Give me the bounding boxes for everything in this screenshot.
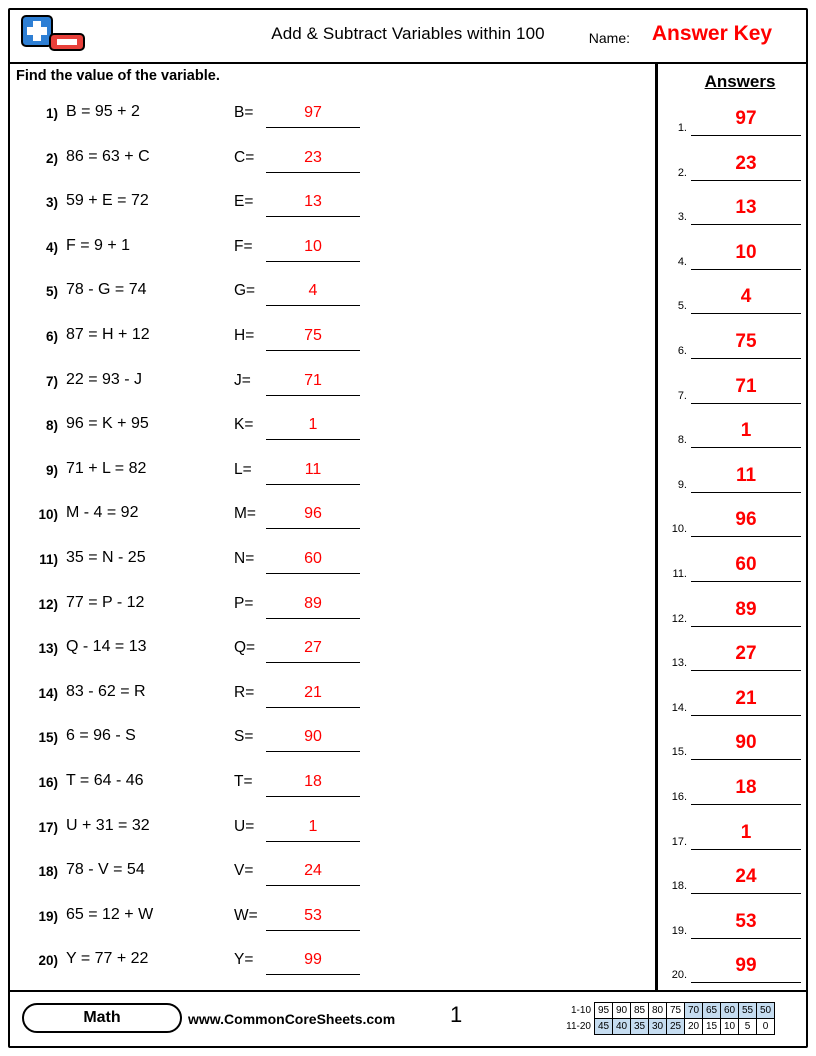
answer-value[interactable]: 24 — [735, 866, 757, 888]
problem-variable-label: E= — [234, 193, 254, 211]
worksheet-border — [8, 8, 808, 1048]
answer-row — [665, 820, 810, 865]
problem-row — [10, 145, 650, 190]
answer-line — [691, 670, 801, 671]
scale-cell: 5 — [739, 1019, 757, 1035]
problem-row — [10, 278, 650, 323]
answer-value[interactable]: 99 — [735, 955, 757, 977]
problem-variable-label: G= — [234, 282, 256, 300]
problem-variable-label: L= — [234, 460, 252, 478]
problem-variable-label: W= — [234, 906, 258, 924]
answer-number: 13. — [671, 657, 687, 670]
answer-line — [691, 893, 801, 894]
answer-line — [691, 224, 801, 225]
problem-answer[interactable]: 4 — [308, 282, 318, 300]
instructions-text: Find the value of the variable. — [16, 68, 220, 84]
problem-variable-label: F= — [234, 237, 253, 255]
problem-variable-label: M= — [234, 505, 256, 523]
problem-equation: 86 = 63 + C — [66, 147, 150, 165]
column-divider — [655, 64, 658, 992]
scale-cell: 15 — [703, 1019, 721, 1035]
problem-number: 2) — [45, 150, 58, 166]
scale-cell: 40 — [613, 1019, 631, 1035]
answer-value[interactable]: 1 — [740, 821, 752, 843]
problem-equation: Q - 14 = 13 — [66, 638, 147, 656]
problem-answer-line — [266, 305, 360, 306]
problem-row — [10, 724, 650, 769]
problem-answer[interactable]: 1 — [308, 416, 318, 434]
answer-number: 5. — [677, 300, 687, 313]
answer-line — [691, 536, 801, 537]
answer-number: 11. — [672, 567, 687, 580]
answer-value[interactable]: 89 — [735, 598, 757, 620]
answer-value[interactable]: 53 — [735, 910, 757, 932]
problem-equation: 65 = 12 + W — [66, 905, 154, 923]
answer-line — [691, 581, 801, 582]
problem-variable-label: K= — [234, 416, 254, 434]
problem-number: 13) — [38, 641, 58, 657]
problem-equation: 78 - G = 74 — [66, 281, 147, 299]
answer-line — [691, 135, 801, 136]
answers-heading: Answers — [704, 72, 776, 91]
answer-row — [665, 329, 810, 374]
answer-row — [665, 597, 810, 642]
scale-row-label: 1-10 — [570, 1005, 591, 1016]
problem-answer[interactable]: 89 — [304, 594, 322, 612]
scale-row-label: 11-20 — [566, 1021, 591, 1032]
problem-equation: 71 + L = 82 — [66, 459, 147, 477]
grading-scale-row-2 — [563, 1019, 775, 1035]
answer-row — [665, 463, 810, 508]
problem-answer[interactable]: 23 — [304, 148, 322, 166]
problem-number: 6) — [45, 328, 58, 344]
answer-value[interactable]: 18 — [735, 776, 757, 798]
problem-number: 3) — [45, 195, 58, 211]
problem-answer-line — [266, 484, 360, 485]
problem-number: 10) — [38, 507, 58, 523]
page-title: Add & Subtract Variables within 100 — [271, 24, 545, 43]
answer-number: 10. — [671, 523, 687, 536]
problem-number: 16) — [38, 774, 58, 790]
problem-variable-label: H= — [234, 326, 255, 344]
answer-line — [691, 849, 801, 850]
problem-variable-label: T= — [234, 772, 253, 790]
answer-line — [691, 313, 801, 314]
scale-cell: 90 — [613, 1003, 631, 1019]
answer-number: 1. — [677, 122, 687, 134]
answer-line — [691, 759, 801, 760]
problem-number: 7) — [45, 373, 58, 389]
answer-value[interactable]: 10 — [735, 241, 757, 263]
answer-line — [691, 804, 801, 805]
problem-answer[interactable]: 90 — [304, 728, 322, 746]
problem-answer-line — [266, 751, 360, 752]
problem-number: 15) — [38, 730, 58, 746]
problem-row — [10, 635, 650, 680]
problem-answer[interactable]: 99 — [304, 951, 322, 969]
problem-answer-line — [266, 172, 360, 173]
problem-answer-line — [266, 662, 360, 663]
problem-row — [10, 546, 650, 591]
problem-number: 1) — [45, 106, 58, 121]
answer-value[interactable]: 4 — [740, 286, 752, 308]
answer-line — [691, 626, 801, 627]
answer-line — [691, 447, 801, 448]
problem-answer[interactable]: 96 — [304, 505, 322, 523]
problem-equation: 59 + E = 72 — [66, 192, 149, 210]
problem-row — [10, 680, 650, 725]
answer-value[interactable]: 21 — [735, 687, 757, 709]
answer-row — [665, 909, 810, 954]
problem-equation: 6 = 96 - S — [66, 727, 136, 745]
problem-answer[interactable]: 71 — [304, 371, 322, 389]
problem-equation: 22 = 93 - J — [66, 370, 143, 388]
answer-line — [691, 492, 801, 493]
answer-number: 8. — [677, 434, 687, 447]
answer-row — [665, 864, 810, 909]
answer-number: 20. — [671, 969, 687, 982]
problem-answer[interactable]: 11 — [304, 460, 322, 478]
page-number: 1 — [450, 1002, 463, 1027]
problem-row — [10, 769, 650, 814]
answer-row — [665, 641, 810, 686]
problem-answer-line — [266, 573, 360, 574]
answer-number: 18. — [671, 880, 687, 893]
problem-row — [10, 591, 650, 636]
problem-equation: 87 = H + 12 — [66, 325, 150, 343]
problem-answer[interactable]: 10 — [304, 237, 322, 255]
answers-list — [665, 106, 810, 998]
answer-row — [665, 374, 810, 419]
scale-cell: 60 — [721, 1003, 739, 1019]
answer-row — [665, 775, 810, 820]
problem-answer-line — [266, 796, 360, 797]
answer-number: 19. — [671, 924, 687, 937]
answer-number: 16. — [671, 790, 687, 803]
answer-value[interactable]: 1 — [740, 420, 752, 442]
problem-answer[interactable]: 53 — [304, 906, 322, 924]
subject-badge: Math — [22, 1003, 182, 1033]
problem-number: 19) — [38, 908, 58, 924]
scale-cell: 85 — [631, 1003, 649, 1019]
problem-answer-line — [266, 974, 360, 975]
answer-value[interactable]: 90 — [735, 732, 757, 754]
problem-equation: 77 = P - 12 — [66, 593, 145, 611]
problem-answer[interactable]: 27 — [304, 639, 322, 657]
problem-number: 14) — [38, 685, 58, 701]
answer-row — [665, 730, 810, 775]
problem-answer-line — [266, 439, 360, 440]
problem-variable-label: V= — [234, 862, 254, 880]
answer-number: 17. — [671, 835, 687, 848]
problem-row — [10, 858, 650, 903]
grading-scale-row-1 — [563, 1003, 775, 1019]
problem-row — [10, 947, 650, 992]
problem-equation: Y = 77 + 22 — [66, 950, 149, 968]
problem-answer-line — [266, 395, 360, 396]
answer-row — [665, 106, 810, 151]
answer-number: 15. — [671, 746, 687, 759]
answer-line — [691, 982, 801, 983]
problem-number: 18) — [38, 864, 58, 880]
answer-value[interactable]: 75 — [735, 330, 757, 352]
problem-variable-label: N= — [234, 549, 255, 567]
problem-equation: 83 - 62 = R — [66, 682, 146, 700]
problem-row — [10, 412, 650, 457]
answer-number: 4. — [677, 255, 687, 268]
problem-answer-line — [266, 930, 360, 931]
answer-line — [691, 403, 801, 404]
problem-variable-label: C= — [234, 148, 255, 166]
problem-answer[interactable]: 60 — [304, 549, 322, 567]
scale-cell: 45 — [595, 1019, 613, 1035]
scale-cell: 20 — [685, 1019, 703, 1035]
problem-variable-label: Q= — [234, 639, 256, 657]
problem-variable-label: S= — [234, 728, 254, 746]
problem-number: 11) — [39, 551, 58, 567]
problem-row — [10, 368, 650, 413]
answer-value[interactable]: 13 — [735, 197, 757, 219]
problem-equation: 96 = K + 95 — [66, 415, 149, 433]
problem-row — [10, 189, 650, 234]
answer-line — [691, 938, 801, 939]
answer-number: 3. — [677, 211, 687, 224]
answer-row — [665, 686, 810, 731]
problem-answer[interactable]: 21 — [304, 683, 322, 701]
website-url[interactable]: www.CommonCoreSheets.com — [188, 1011, 396, 1027]
grading-scale-table — [563, 1002, 775, 1035]
answer-row — [665, 195, 810, 240]
problem-variable-label: R= — [234, 683, 255, 701]
scale-cell: 50 — [757, 1003, 775, 1019]
answer-value[interactable]: 23 — [735, 152, 757, 174]
answer-key-badge: Answer Key — [651, 22, 773, 45]
problem-variable-label: P= — [234, 594, 254, 612]
problem-answer[interactable]: 75 — [304, 326, 322, 344]
answer-number: 7. — [677, 389, 687, 402]
scale-cell: 10 — [721, 1019, 739, 1035]
problem-answer-line — [266, 618, 360, 619]
scale-cell: 0 — [757, 1019, 775, 1035]
name-label: Name: — [588, 30, 630, 46]
answer-line — [691, 269, 801, 270]
problem-answer-line — [266, 261, 360, 262]
answer-value[interactable]: 27 — [735, 643, 757, 665]
problem-equation: T = 64 - 46 — [66, 771, 144, 789]
answer-row — [665, 418, 810, 463]
answer-number: 2. — [677, 166, 687, 179]
problem-number: 17) — [38, 819, 58, 835]
problem-answer-line — [266, 350, 360, 351]
problem-equation: F = 9 + 1 — [66, 236, 131, 254]
problem-variable-label: J= — [234, 371, 251, 389]
scale-cell: 70 — [685, 1003, 703, 1019]
answer-number: 12. — [671, 612, 687, 625]
problem-equation: 78 - V = 54 — [66, 861, 145, 879]
problem-answer[interactable]: 1 — [308, 817, 318, 835]
problem-row — [10, 501, 650, 546]
scale-cell: 55 — [739, 1003, 757, 1019]
problem-number: 5) — [45, 284, 58, 300]
answer-number: 6. — [677, 344, 687, 357]
scale-cell: 95 — [595, 1003, 613, 1019]
problem-row — [10, 903, 650, 948]
answer-value[interactable]: 96 — [735, 509, 757, 531]
problem-number: 8) — [45, 418, 58, 434]
answer-line — [691, 180, 801, 181]
problem-answer-line — [266, 707, 360, 708]
problem-number: 20) — [38, 953, 58, 969]
problem-answer-line — [266, 885, 360, 886]
problem-answer-line — [266, 127, 360, 128]
problem-equation: U + 31 = 32 — [66, 816, 150, 834]
answer-value[interactable]: 60 — [735, 553, 757, 575]
scale-cell: 35 — [631, 1019, 649, 1035]
problem-variable-label: Y= — [234, 951, 254, 969]
problem-answer-line — [266, 528, 360, 529]
answer-number: 14. — [671, 701, 687, 714]
problem-variable-label: U= — [234, 817, 255, 835]
answer-number: 9. — [677, 478, 687, 491]
answer-value[interactable]: 97 — [735, 108, 757, 129]
problem-row — [10, 814, 650, 859]
problem-variable-label: B= — [234, 104, 254, 121]
problem-answer[interactable]: 24 — [304, 862, 322, 880]
scale-cell: 30 — [649, 1019, 667, 1035]
answer-row — [665, 240, 810, 285]
scale-cell: 65 — [703, 1003, 721, 1019]
answer-line — [691, 358, 801, 359]
answer-value[interactable]: 11 — [735, 464, 757, 486]
answer-value[interactable]: 71 — [735, 375, 757, 397]
problem-answer-line — [266, 216, 360, 217]
scale-cell: 25 — [667, 1019, 685, 1035]
problem-answer[interactable]: 13 — [304, 193, 322, 211]
problem-answer[interactable]: 97 — [304, 104, 322, 121]
answer-row — [665, 552, 810, 597]
answer-row — [665, 151, 810, 196]
problem-equation: B = 95 + 2 — [66, 103, 140, 120]
scale-cell: 75 — [667, 1003, 685, 1019]
problem-answer[interactable]: 18 — [304, 772, 322, 790]
answer-row — [665, 507, 810, 552]
problem-number: 12) — [38, 596, 58, 612]
worksheet-footer — [10, 990, 806, 1046]
answer-row — [665, 284, 810, 329]
problem-row — [10, 234, 650, 279]
problem-row — [10, 323, 650, 368]
problems-list — [10, 100, 650, 992]
answer-line — [691, 715, 801, 716]
scale-cell: 80 — [649, 1003, 667, 1019]
problem-row — [10, 100, 650, 145]
problem-row — [10, 457, 650, 502]
problem-number: 9) — [45, 462, 58, 478]
problem-equation: M - 4 = 92 — [66, 504, 139, 522]
problem-number: 4) — [45, 239, 58, 255]
problem-equation: 35 = N - 25 — [66, 548, 146, 566]
worksheet-header — [10, 10, 806, 64]
problem-answer-line — [266, 841, 360, 842]
